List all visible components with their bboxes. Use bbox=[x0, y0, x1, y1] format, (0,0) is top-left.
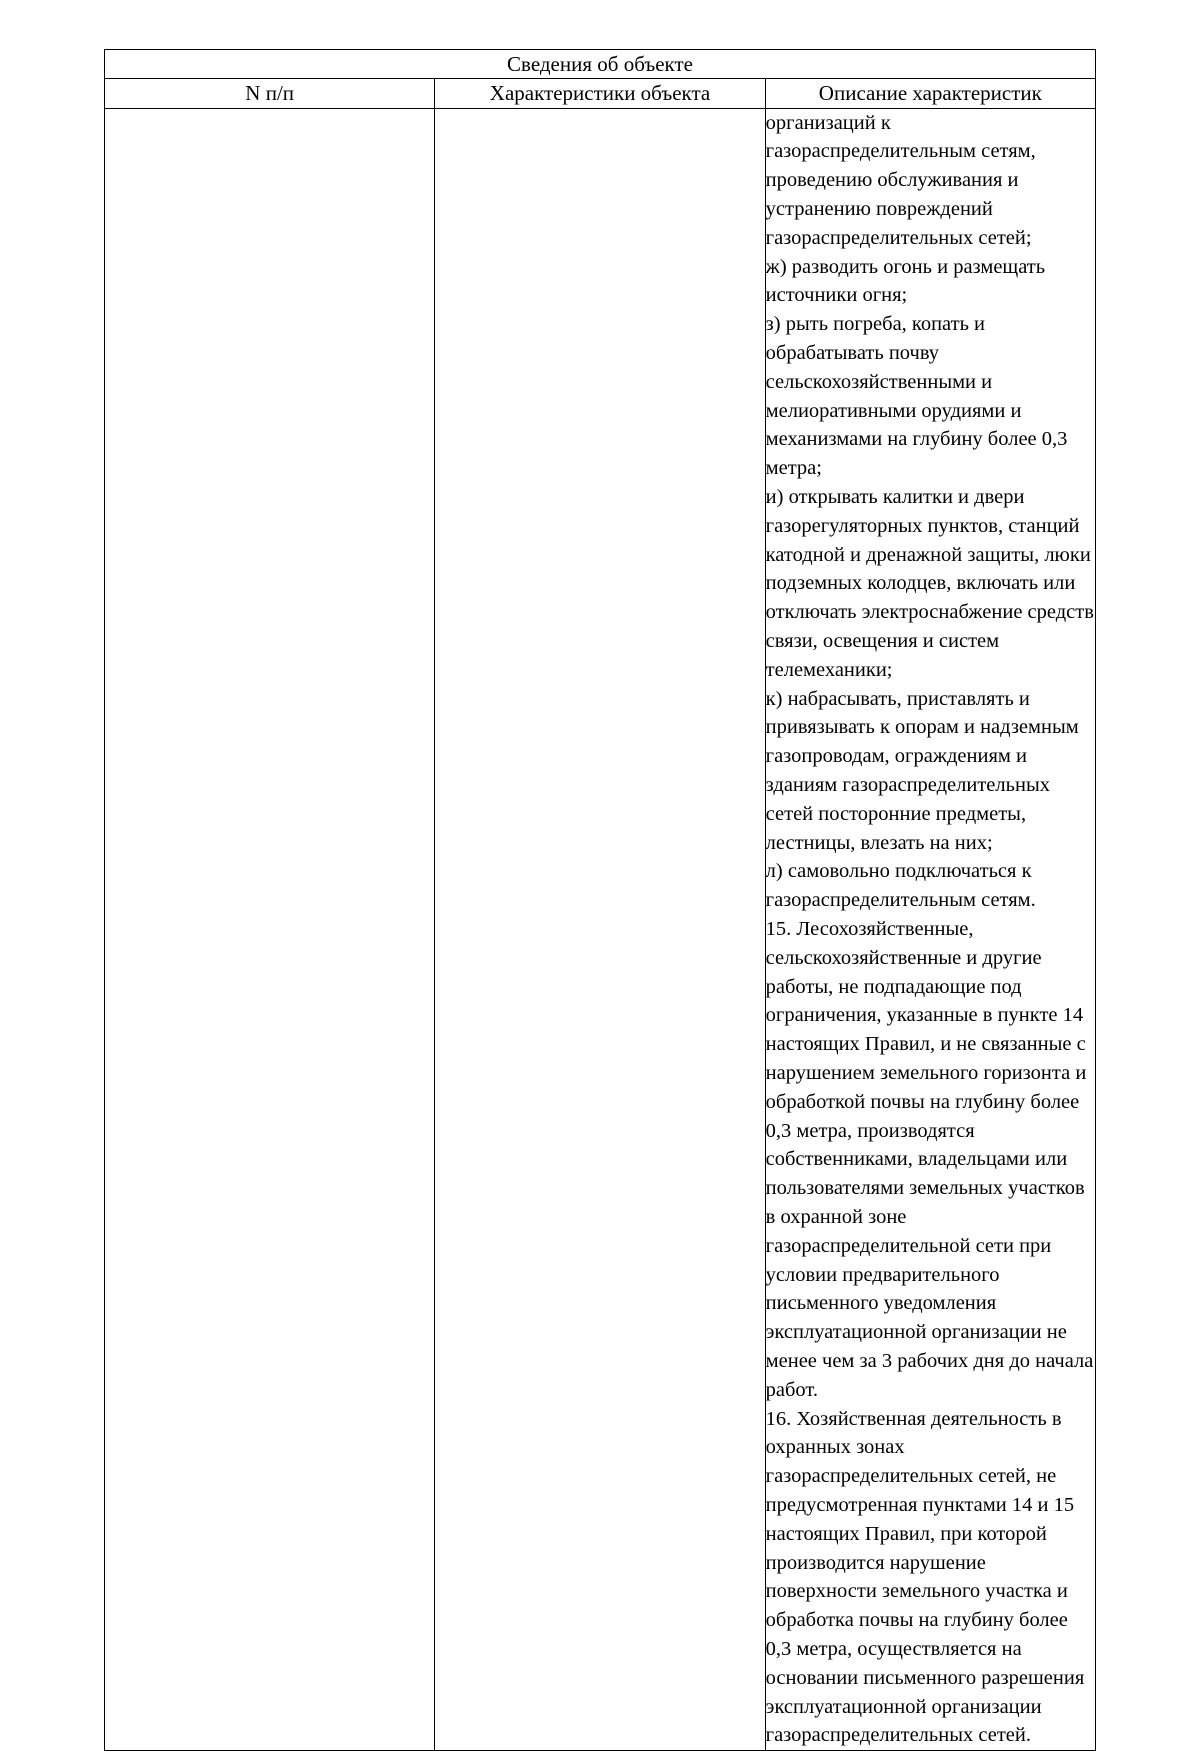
table-title: Сведения об объекте bbox=[105, 50, 1096, 79]
object-info-table bbox=[104, 49, 1096, 1751]
description-paragraph: 16. Хозяйственная деятельность в охранных зонах газораспределительных сетей, не предусмотренная пунктами 14 и 15 настоящих Правил, при которой производится нарушение поверхности земельного участка и обработка почвы на глубину более 0,3 метра, осуществляется на основании письменного разрешения эксплуатационной организации газораспределительных сетей. bbox=[765, 1407, 1085, 1747]
column-header-description: Описание характеристик bbox=[765, 79, 1095, 108]
cell-description bbox=[765, 108, 1095, 1750]
cell-characteristic bbox=[435, 108, 765, 1750]
description-paragraph: к) набрасывать, приставлять и привязывать к опорам и надземным газопроводам, ограждениям и зданиям газораспределительных сетей посторонние предметы, лестницы, влезать на них; bbox=[765, 687, 1079, 854]
table-title-row bbox=[105, 50, 1096, 79]
description-paragraph: з) рыть погреба, копать и обрабатывать почву сельскохозяйственными и мелиоративными орудиями и механизмами на глубину более 0,3 метра; bbox=[765, 313, 1068, 480]
column-header-number: N п/п bbox=[105, 79, 435, 108]
column-header-characteristic: Характеристики объекта bbox=[435, 79, 765, 108]
description-paragraph: ж) разводить огонь и размещать источники огня; bbox=[765, 255, 1046, 307]
table-header-row bbox=[105, 79, 1096, 108]
cell-number bbox=[105, 108, 435, 1750]
description-paragraph: организаций к газораспределительным сетям, проведению обслуживания и устранению повреждений газораспределительных сетей; bbox=[765, 111, 1036, 249]
table-row bbox=[105, 108, 1096, 1750]
description-paragraph: и) открывать калитки и двери газорегуляторных пунктов, станций катодной и дренажной защиты, люки подземных колодцев, включать или отключать электроснабжение средств связи, освещения и систем телемеханики; bbox=[765, 486, 1094, 681]
description-paragraph: 15. Лесохозяйственные, сельскохозяйственные и другие работы, не подпадающие под ограничения, указанные в пункте 14 настоящих Правил, и не связанные с нарушением земельного горизонта и обработкой почвы на глубину более 0,3 метра, производятся собственниками, владельцами или пользователями земельных участков в охранной зоне газораспределительной сети при условии предварительного письменного уведомления эксплуатационной организации не менее чем за 3 рабочих дня до начала работ. bbox=[765, 918, 1094, 1401]
description-paragraph: л) самовольно подключаться к газораспределительным сетям. bbox=[765, 860, 1036, 912]
